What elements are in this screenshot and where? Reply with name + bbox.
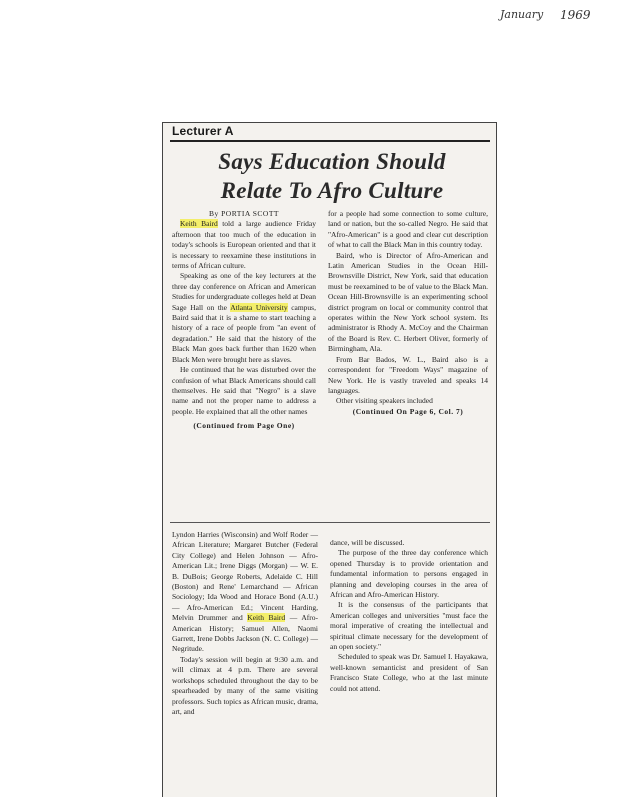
byline: By PORTIA SCOTT (209, 209, 279, 218)
column-4 (330, 538, 488, 694)
paragraph: Other visiting speakers included (336, 396, 433, 406)
paragraph: He continued that he was disturbed over the confusion of what Black Americans should call themselves. He said that "Negro" is a slave name and not the proper name to address a people. He explained that all the other names (172, 365, 316, 416)
paragraph (172, 271, 316, 365)
paragraph: Baird, who is Director of Afro-American and Latin American Studies in the Ocean Hill-Brownsville District, New York, said that education must be reexamined to be of value to the Black Man. Ocean Hill-Brownsville is an experimenting school district program on local or community control that operates within the New York school system. Its administrator is Rhody A. McCoy and the Chairman of the Board is Rev. C. Herbert Oliver, formerly of Birmingham, Ala. (328, 250, 488, 354)
clipping-right-edge (496, 122, 497, 797)
kicker: Lecturer A (172, 124, 234, 138)
paragraph: dance, will be discussed. (330, 538, 405, 547)
column-3 (172, 530, 318, 717)
highlighted-name: Keith Baird (180, 219, 218, 229)
highlighted-institution: Atlanta University (230, 302, 288, 312)
continued-from: (Continued from Page One) (193, 421, 295, 431)
paragraph-text: Lyndon Harries (Wisconsin) and Wolf Roder — African Literature; Margaret Butcher (Federal City College) and Helen Johnson — Afro-American Lit.; Irene Diggs (Morgan) — W. E. B. DuBois; George Roberts, Adelaide C. Hill (Boston) and Rene' Lemarchand — African Sociology; Ida Wood and Horace Bond (A.U.) — Afro-American Ed.; Vincent Harding, Melvin Drummer and (172, 530, 318, 623)
headline-line-2: Relate To Afro Culture (220, 178, 444, 203)
continued-on: (Continued On Page 6, Col. 7) (352, 406, 464, 416)
clipping-left-edge (162, 122, 163, 797)
paragraph-text: campus, Baird said that it is a shame to start teaching a history of a race of people from "an event of degradation." He said that the history of the Black Man goes back further than 1620 when Black Men were brought here as slaves. (172, 302, 316, 364)
kicker-rule (170, 140, 490, 142)
paragraph: Scheduled to speak was Dr. Samuel I. Hayakawa, well-known semanticist and president of San Francisco State College, who at the last minute could not attend. (330, 652, 488, 693)
paragraph: From Bar Bados, W. L., Baird also is a correspondent for "Freedom Ways" magazine of New York. He is vastly traveled and speaks 14 languages. (328, 354, 488, 395)
paragraph-text: told a large audience Friday afternoon that too much of the education in today's schools is European oriented and that it is necessary to reexamine these institutions in terms of African culture. (172, 219, 316, 271)
handwritten-year: 1969 (560, 8, 591, 22)
handwritten-month: January (500, 8, 544, 21)
column-1 (172, 209, 316, 432)
clipping-top-edge (162, 122, 497, 123)
paragraph: Today's session will begin at 9:30 a.m. and will climax at 4 p.m. There are several workshops scheduled throughout the day to be spearheaded by many of the same visiting professors. Such topics as African music, drama, art, and (172, 654, 319, 716)
paragraph: It is the consensus of the participants that American colleges and universities "must face the moral imperative of creating the intellectual and spiritual climate necessary for the development of an open society." (330, 600, 488, 652)
column-2 (328, 209, 488, 417)
section-divider (170, 522, 490, 523)
paragraph (172, 530, 318, 655)
paragraph: The purpose of the three day conference which opened Thursday is to provide orientation and fundamental information to persons engaged in planning and developing courses in the area of African and Afro-American History. (330, 548, 488, 600)
headline-line-1: Says Education Should (218, 149, 446, 174)
highlighted-name: Keith Baird (247, 613, 286, 623)
paragraph-text: — Afro-American History; Samuel Allen, Naomi Garrett, Irene Dobbs Jackson (N. C. College) — Negritude. (172, 613, 319, 654)
paragraph-text: Speaking as one of the key lecturers at the three day conference on African and American Studies for undergraduate colleges held at Dean Sage Hall on the (172, 271, 316, 312)
paragraph: for a people had some connection to some culture, land or nation, but the so-called Negro. He said that "Afro-American" is a good and clear cut description of what to call the Black Man in this country today. (328, 209, 488, 250)
paragraph (172, 219, 316, 271)
